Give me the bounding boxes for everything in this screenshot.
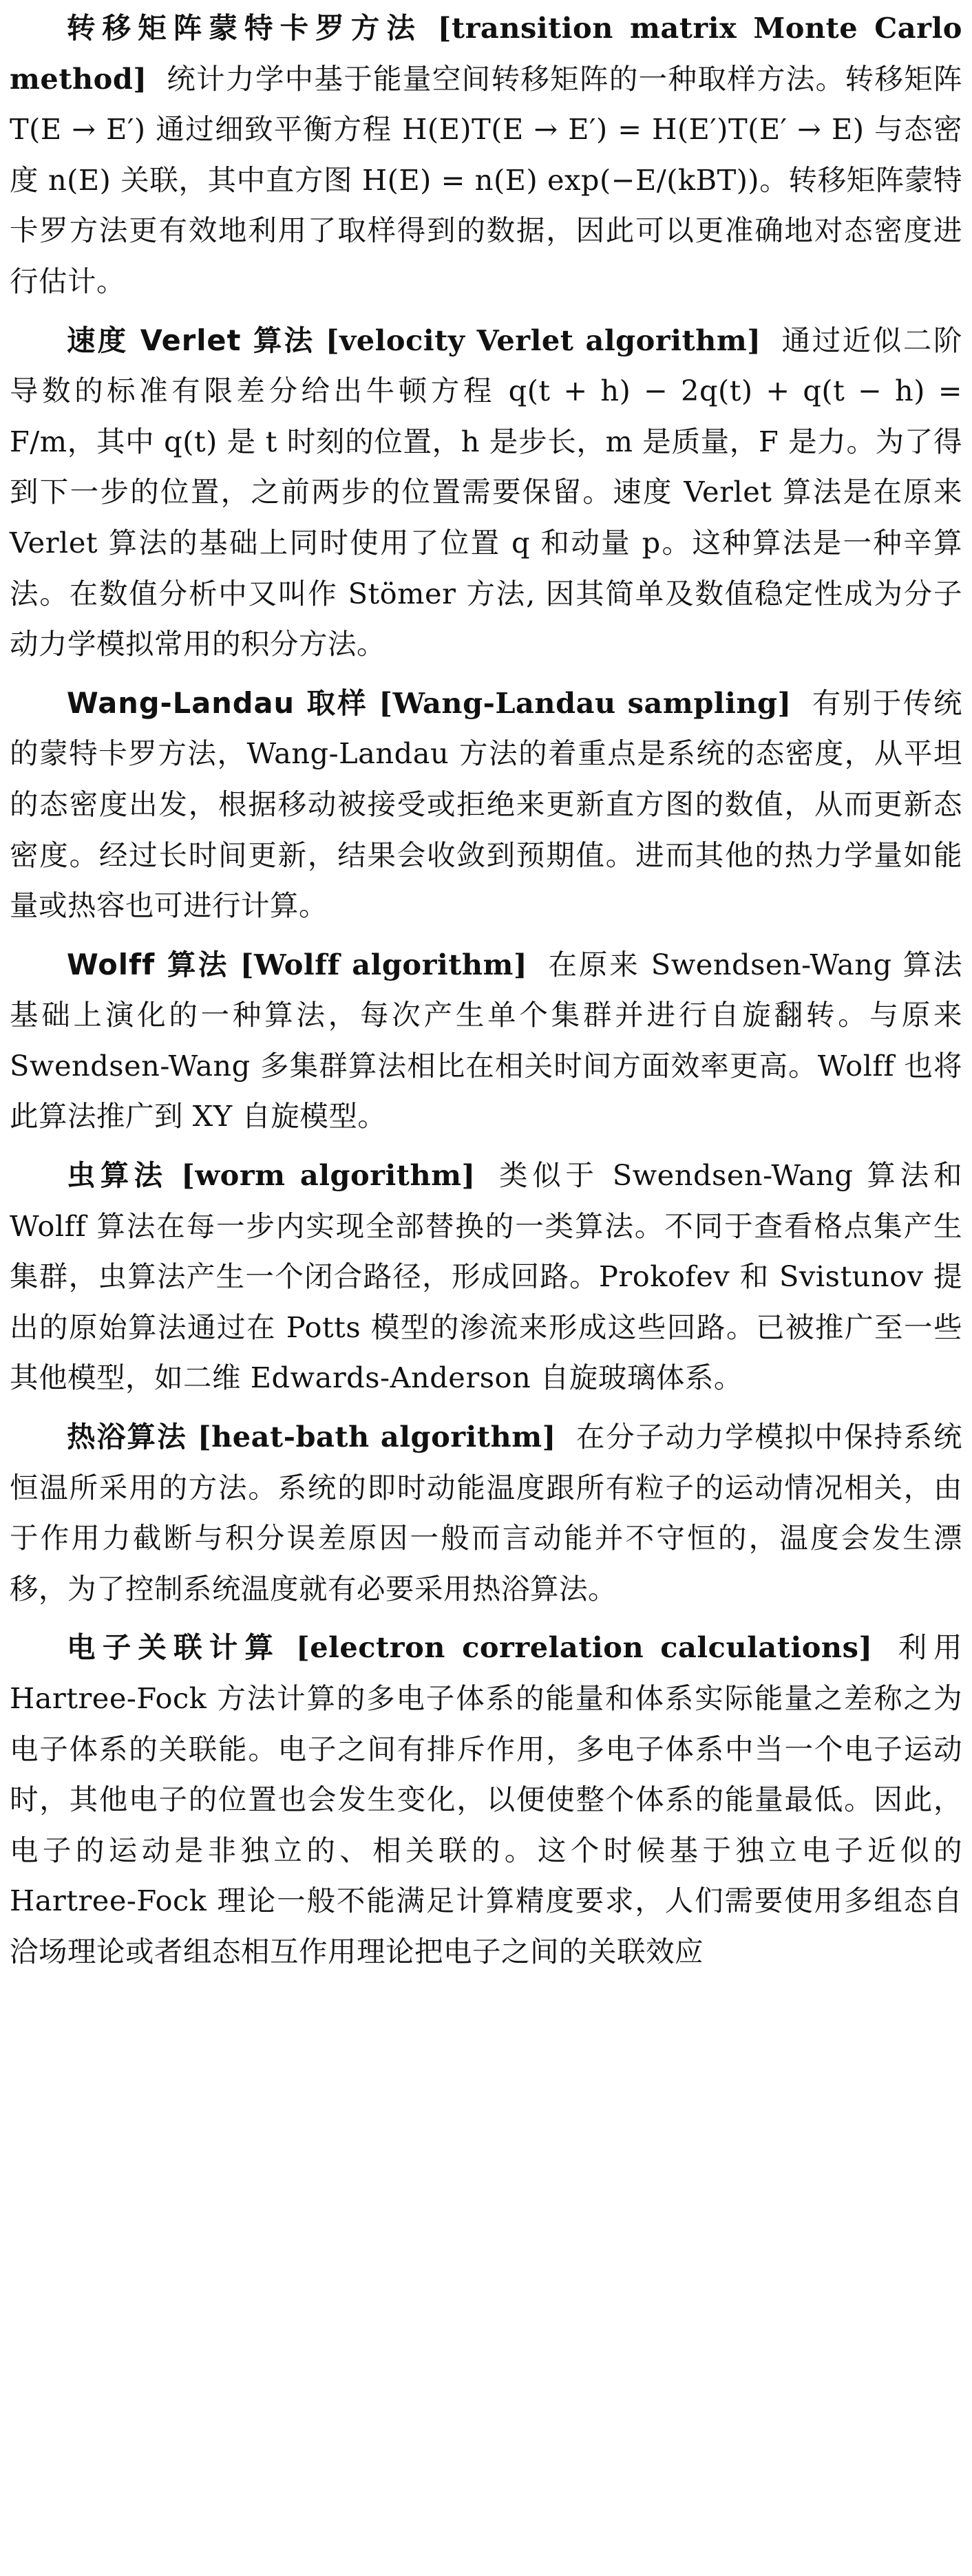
entry-term-en: [electron correlation calculations] — [296, 1630, 873, 1665]
entry-term-zh: 速度 Verlet 算法 — [67, 323, 315, 357]
entry-term-zh: 电子关联计算 — [67, 1630, 281, 1665]
entry-term-zh: 热浴算法 — [67, 1420, 187, 1454]
entry-term-en: [Wang-Landau sampling] — [379, 685, 792, 720]
entry-heat-bath-algorithm — [10, 1412, 962, 1614]
entry-definition: 类似于 Swendsen-Wang 算法和 Wolff 算法在每一步内实现全部替换的一类算法。不同于查看格点集产生集群，虫算法产生一个闭合路径，形成回路。Prokofev 和 Svistunov 提出的原始算法通过在 Potts 模型的渗流来形成这些回路。已被推广至一些其他模型，如二维 Edwards-Anderson 自旋玻璃体系。 — [10, 1158, 962, 1395]
entry-term-en: [worm algorithm] — [181, 1158, 476, 1193]
entry-velocity-verlet — [10, 315, 962, 670]
entry-term-en: [Wolff algorithm] — [240, 947, 528, 981]
entry-term-zh: Wolff 算法 — [67, 947, 229, 981]
entry-term-zh: 转移矩阵蒙特卡罗方法 — [67, 11, 422, 45]
entry-term-en: [velocity Verlet algorithm] — [325, 323, 761, 357]
entry-definition: 有别于传统的蒙特卡罗方法，Wang-Landau 方法的着重点是系统的态密度，从平坦的态密度出发，根据移动被接受或拒绝来更新直方图的数值，从而更新态密度。经过长时间更新，结果会收敛到预期值。进而其他的热力学量如能量或热容也可进行计算。 — [10, 685, 962, 923]
entry-definition: 在分子动力学模拟中保持系统恒温所采用的方法。系统的即时动能温度跟所有粒子的运动情况相关，由于作用力截断与积分误差原因一般而言动能并不守恒的，温度会发生漂移，为了控制系统温度就有必要采用热浴算法。 — [10, 1420, 962, 1606]
entry-transition-matrix-monte-carlo — [10, 3, 962, 307]
entry-electron-correlation-calculations — [10, 1622, 962, 1977]
entry-definition: 通过近似二阶导数的标准有限差分给出牛顿方程 q(t + h) − 2q(t) + q(t − h) = F/m，其中 q(t) 是 t 时刻的位置，h 是步长，m 是质量，F 是力。为了得到下一步的位置，之前两步的位置需要保留。速度 Verlet 算法是在原来 Verlet 算法的基础上同时使用了位置 q 和动量 p。这种算法是一种辛算法。在数值分析中又叫作 Stömer 方法, 因其简单及数值稳定性成为分子动力学模拟常用的积分方法。 — [10, 323, 962, 661]
entry-wolff-algorithm — [10, 939, 962, 1142]
entry-wang-landau-sampling — [10, 678, 962, 931]
entry-definition: 统计力学中基于能量空间转移矩阵的一种取样方法。转移矩阵 T(E → E′) 通过细致平衡方程 H(E)T(E → E′) = H(E′)T(E′ → E) 与态密度 n(E) 关联，其中直方图 H(E) = n(E) exp(−E/(kBT))。转移矩阵蒙特卡罗方法更有效地利用了取样得到的数据，因此可以更准确地对态密度进行估计。 — [10, 61, 962, 298]
entry-definition: 在原来 Swendsen-Wang 算法基础上演化的一种算法，每次产生单个集群并进行自旋翻转。与原来 Swendsen-Wang 多集群算法相比在相关时间方面效率更高。Wolff 也将此算法推广到 XY 自旋模型。 — [10, 947, 962, 1133]
entry-term-en: [heat-bath algorithm] — [197, 1420, 556, 1454]
entry-term-zh: Wang-Landau 取样 — [67, 685, 368, 720]
entry-definition: 利用 Hartree-Fock 方法计算的多电子体系的能量和体系实际能量之差称之为电子体系的关联能。电子之间有排斥作用，多电子体系中当一个电子运动时，其他电子的位置也会发生变化，以便使整个体系的能量最低。因此，电子的运动是非独立的、相关联的。这个时候基于独立电子近似的 Hartree-Fock 理论一般不能满足计算精度要求，人们需要使用多组态自洽场理论或者组态相互作用理论把电子之间的关联效应 — [10, 1630, 962, 1968]
entry-worm-algorithm — [10, 1150, 962, 1403]
entry-term-zh: 虫算法 — [67, 1158, 168, 1193]
entry-term-en: [transition matrix Monte Carlo method] — [10, 11, 962, 96]
